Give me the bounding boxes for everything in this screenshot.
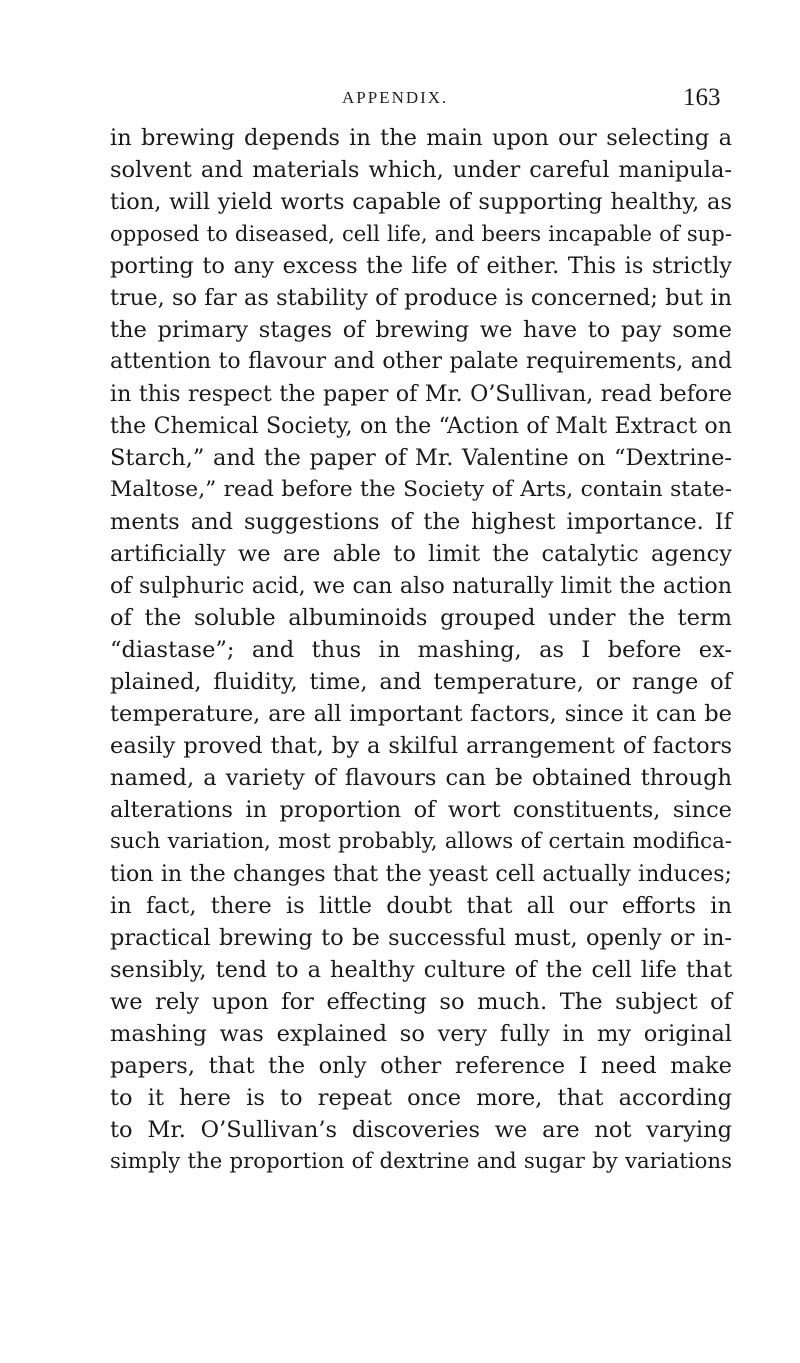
text-line: solvent and materials which, under careful manipula- [110, 157, 732, 183]
text-line: Starch,” and the paper of Mr. Valentine on “Dextrine- [110, 445, 732, 471]
text-line: in this respect the paper of Mr. O’Sullivan, read before [110, 381, 732, 407]
text-line: porting to any excess the life of either. This is strictly [110, 253, 732, 279]
text-line: to it here is to repeat once more, that according [110, 1085, 732, 1111]
text-line: alterations in proportion of wort constituents, since [110, 797, 732, 823]
text-line: named, a variety of flavours can be obtained through [110, 765, 732, 791]
text-line: the Chemical Society, on the “Action of Malt Extract on [110, 413, 732, 439]
running-title: APPENDIX. [342, 88, 449, 107]
text-line: we rely upon for effecting so much. The subject of [110, 989, 732, 1015]
text-line: simply the proportion of dextrine and sugar by variations [110, 1149, 732, 1174]
text-line: practical brewing to be successful must, openly or in- [110, 925, 732, 951]
text-line: attention to flavour and other palate requirements, and [110, 349, 732, 374]
text-line: such variation, most probably, allows of certain modifica- [110, 829, 732, 854]
text-line: of the soluble albuminoids grouped under the term [110, 605, 732, 631]
text-line: papers, that the only other reference I need make [110, 1053, 732, 1079]
text-line: plained, fluidity, time, and temperature, or range of [110, 669, 732, 695]
text-line: tion in the changes that the yeast cell actually induces; [110, 861, 732, 887]
text-line: tion, will yield worts capable of supporting healthy, as [110, 189, 732, 215]
text-line: mashing was explained so very fully in my original [110, 1021, 732, 1047]
text-line: in brewing depends in the main upon our selecting a [110, 125, 732, 151]
text-line: “diastase”; and thus in mashing, as I before ex- [110, 637, 732, 663]
text-line: true, so far as stability of produce is concerned; but in [110, 285, 732, 311]
text-line: the primary stages of brewing we have to pay some [110, 317, 732, 343]
body-paragraph [110, 122, 732, 1178]
running-head [0, 84, 800, 118]
text-line: Maltose,” read before the Society of Arts, contain state- [110, 477, 732, 502]
text-line: artificially we are able to limit the catalytic agency [110, 541, 732, 567]
text-line: temperature, are all important factors, since it can be [110, 701, 732, 727]
text-line: sensibly, tend to a healthy culture of the cell life that [110, 957, 732, 983]
text-line: in fact, there is little doubt that all our efforts in [110, 893, 732, 919]
text-line: easily proved that, by a skilful arrangement of factors [110, 733, 732, 759]
text-line: of sulphuric acid, we can also naturally limit the action [110, 573, 732, 599]
page-number: 163 [683, 84, 721, 111]
text-line: to Mr. O’Sullivan’s discoveries we are not varying [110, 1117, 732, 1143]
text-line: opposed to diseased, cell life, and beers incapable of sup- [110, 221, 732, 246]
text-line: ments and suggestions of the highest importance. If [110, 509, 732, 535]
